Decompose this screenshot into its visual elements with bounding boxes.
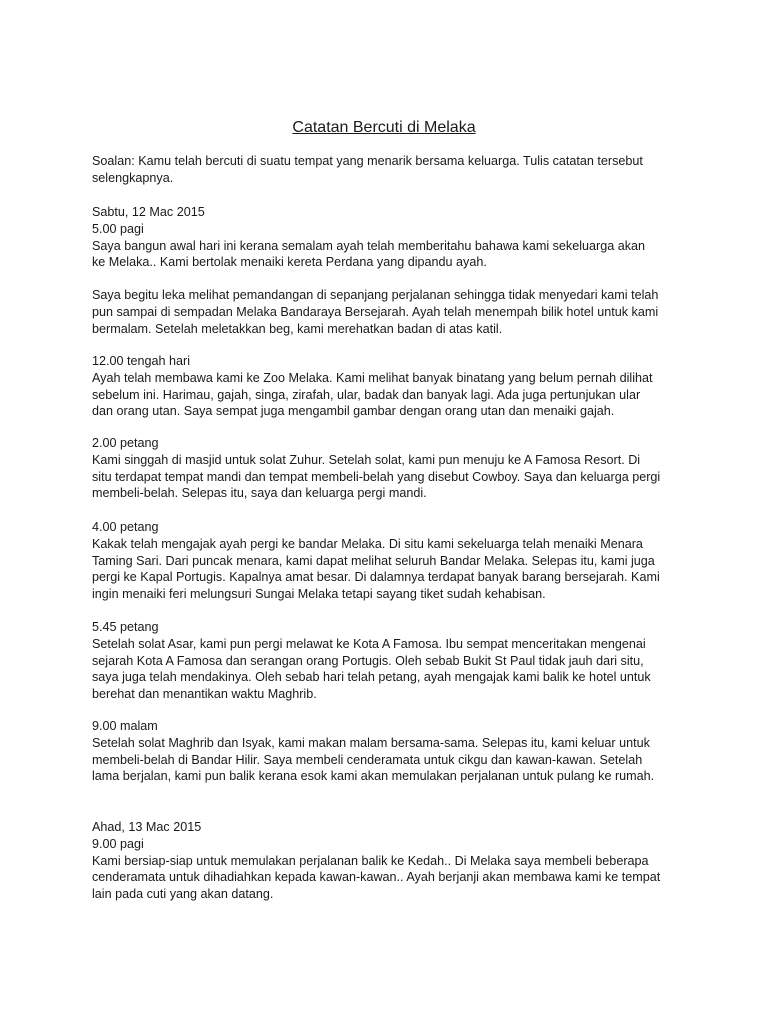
text-line: Taming Sari. Dari puncak menara, kami dapat melihat seluruh Bandar Melaka. Selepas itu, kami juga bbox=[92, 553, 655, 568]
text-line: Kami singgah di masjid untuk solat Zuhur. Setelah solat, kami pun menuju ke A Famosa Resort. Di bbox=[92, 452, 641, 467]
entry-time: 5.45 petang bbox=[92, 620, 159, 634]
text-line: dan orang utan. Saya sempat juga mengambil gambar dengan orang utan dan menaiki gajah. bbox=[92, 404, 615, 419]
paragraph-journey bbox=[92, 287, 658, 337]
text-line: Saya begitu leka melihat pemandangan di sepanjang perjalanan sehingga tidak menyedari kami telah bbox=[92, 288, 659, 302]
text-line: sebelum ini. Harimau, gajah, singa, zirafah, ular, badak dan banyak lagi. Ada juga pertunjukan ular bbox=[92, 387, 641, 402]
text-line: Soalan: Kamu telah bercuti di suatu tempat yang menarik bersama keluarga. Tulis catatan tersebut bbox=[92, 154, 643, 168]
text-line: membeli-belah. Selepas itu, saya dan keluarga pergi mandi. bbox=[92, 486, 427, 501]
text-line: cenderamata untuk dihadiahkan kepada kawan-kawan.. Ayah berjanji akan membawa kami ke tempat bbox=[92, 870, 661, 885]
entry-9-00-malam bbox=[92, 718, 654, 785]
entry-time: 9.00 malam bbox=[92, 719, 158, 733]
text-line: Kakak telah mengajak ayah pergi ke bandar Melaka. Di situ kami sekeluarga telah menaiki Menara bbox=[92, 536, 643, 551]
entry-time: 2.00 petang bbox=[92, 436, 159, 450]
entry-time: 12.00 tengah hari bbox=[92, 354, 191, 368]
entry-2-00 bbox=[92, 435, 660, 502]
entry-ahad-9-00-pagi bbox=[92, 819, 660, 903]
document-title: Catatan Bercuti di Melaka bbox=[292, 119, 476, 136]
entry-12-00 bbox=[92, 353, 653, 420]
entry-5-45 bbox=[92, 619, 651, 703]
day-date: Ahad, 13 Mac 2015 bbox=[92, 820, 202, 834]
entry-time: 5.00 pagi bbox=[92, 221, 144, 236]
day-date: Sabtu, 12 Mac 2015 bbox=[92, 205, 205, 219]
text-line: saya juga telah mendakinya. Oleh sebab hari telah petang, ayah mengajak kami balik ke hotel untuk bbox=[92, 670, 651, 685]
text-line: sejarah Kota A Famosa dan serangan orang Portugis. Oleh sebab Bukit St Paul tidak jauh dari situ, bbox=[92, 653, 644, 668]
text-line: bermalam. Setelah meletakkan beg, kami merehatkan badan di atas katil. bbox=[92, 321, 503, 336]
entry-5-00-pagi bbox=[92, 204, 645, 271]
text-line: Kami bersiap-siap untuk memulakan perjalanan balik ke Kedah.. Di Melaka saya membeli beberapa bbox=[92, 853, 649, 868]
text-line: Ayah telah membawa kami ke Zoo Melaka. Kami melihat banyak binatang yang belum pernah dilihat bbox=[92, 370, 653, 385]
text-line: lama berjalan, kami pun balik kerana esok kami akan memulakan perjalanan untuk pulang ke rumah. bbox=[92, 769, 655, 784]
entry-time: 9.00 pagi bbox=[92, 836, 144, 851]
text-line: ingin menaiki feri melungsuri Sungai Melaka tetapi sayang tiket sudah kehabisan. bbox=[92, 587, 546, 602]
text-line: membeli-belah di Bandar Hilir. Saya membeli cenderamata untuk cikgu dan kawan-kawan. Setelah bbox=[92, 752, 643, 767]
text-line: Setelah solat Asar, kami pun pergi melawat ke Kota A Famosa. Ibu sempat menceritakan mengenai bbox=[92, 636, 646, 651]
text-line: ke Melaka.. Kami bertolak menaiki kereta Perdana yang dipandu ayah. bbox=[92, 255, 487, 270]
text-line: berehat dan menantikan waktu Maghrib. bbox=[92, 687, 317, 702]
text-line: Setelah solat Maghrib dan Isyak, kami makan malam bersama-sama. Selepas itu, kami keluar untuk bbox=[92, 735, 650, 750]
text-line: pergi ke Kapal Portugis. Kapalnya amat besar. Di dalamnya terdapat banyak barang bersejarah. Kami bbox=[92, 570, 660, 585]
text-line: Saya bangun awal hari ini kerana semalam ayah telah memberitahu bahawa kami sekeluarga akan bbox=[92, 238, 646, 253]
text-line: selengkapnya. bbox=[92, 170, 174, 185]
text-line: situ terdapat tempat mandi dan tempat membeli-belah yang disebut Cowboy. Saya dan keluarga pergi bbox=[92, 469, 661, 484]
entry-time: 4.00 petang bbox=[92, 520, 159, 534]
entry-4-00 bbox=[92, 519, 660, 603]
question-paragraph bbox=[92, 153, 643, 187]
text-line: pun sampai di sempadan Melaka Bandaraya Bersejarah. Ayah telah menempah bilik hotel untuk kami bbox=[92, 304, 659, 319]
text-line: lain pada cuti yang akan datang. bbox=[92, 887, 274, 902]
